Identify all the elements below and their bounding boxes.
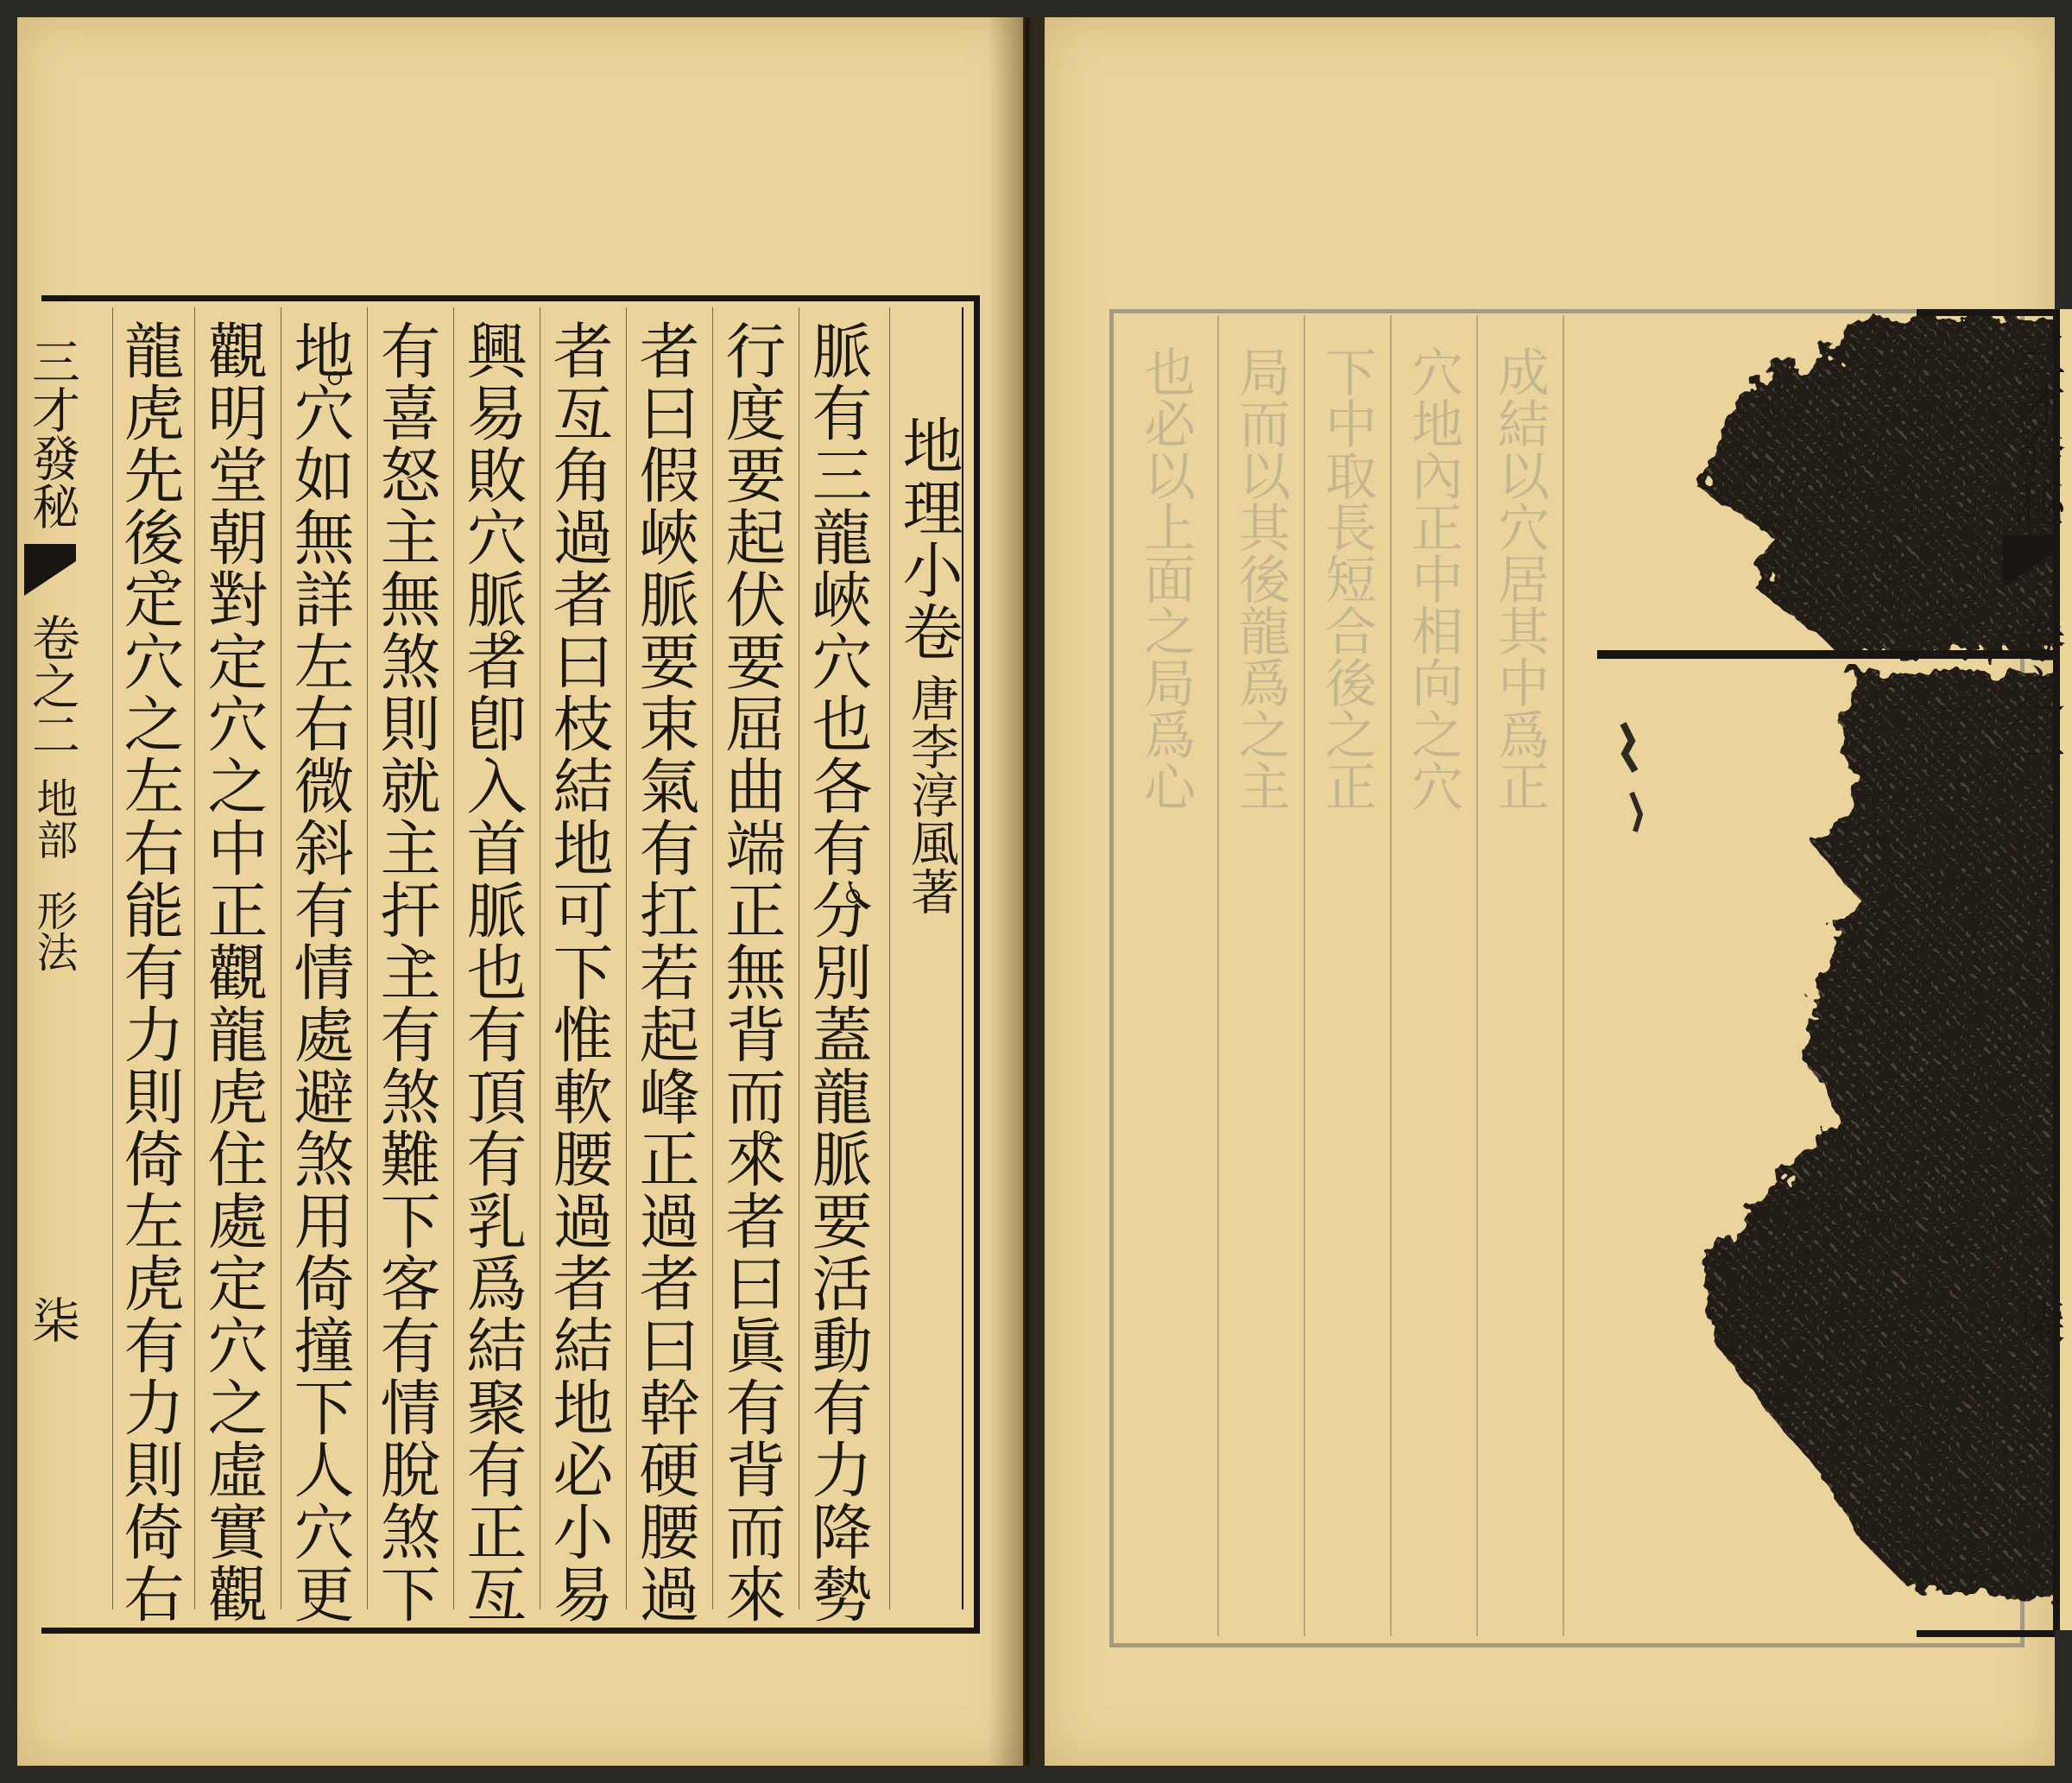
frame-bottom-border (1917, 1630, 2055, 1637)
column-rule (194, 307, 195, 1609)
text-column: 地穴如無詳左右微斜有情處避煞用倚撞下人穴更 (284, 319, 355, 1625)
bleed-through-text: 下中取長短合後之正 (1317, 345, 1377, 812)
margin-page-number: 柒 (2007, 1295, 2066, 1345)
margin-section: 地部 (29, 777, 78, 860)
punctuation-circle (673, 1071, 687, 1084)
bleed-through-text: 局而以其後龍爲之主 (1230, 345, 1291, 812)
bleed-through-text: 成結以穴居其中爲正 (1489, 345, 1550, 812)
text-column: 觀明堂朝對定穴之中正觀龍虎住處定穴之虛實觀 (198, 319, 268, 1625)
punctuation-circle (760, 1131, 774, 1145)
text-column: 興易敗穴脈者卽入首脈也有頂有乳爲結聚有正亙 (457, 319, 527, 1625)
margin-title: 三才發秘 (24, 337, 80, 530)
bleed-through-text: 穴地內正中相向之穴 (1403, 345, 1463, 812)
left-page (17, 17, 1023, 1766)
column-rule (453, 307, 454, 1609)
margin-subsection: 形法 (29, 889, 78, 972)
margin-title: 三才發秘 (2007, 328, 2066, 528)
punctuation-circle (501, 630, 515, 644)
punctuation-circle (414, 950, 428, 964)
punctuation-circle (155, 570, 169, 584)
text-column: 有喜怒主無煞則就主扞主有煞難下客有情脫煞下 (370, 319, 441, 1625)
frame-top-border (1917, 309, 2055, 316)
text-column: 龍虎先後定穴之左右能有力則倚左虎有力則倚右 (114, 319, 185, 1625)
punctuation-circle (846, 889, 860, 903)
margin-volume: 卷之二 (2007, 613, 2066, 763)
column-rule (626, 307, 627, 1609)
text-column: 脈有三龍峽穴也各有分別蓋龍脈要活動有力降勢 (802, 319, 873, 1625)
bleed-through-rule (1217, 315, 1219, 1636)
right-page (1045, 17, 2066, 1766)
fishtail-mark-icon (24, 544, 76, 596)
bleed-through-rule (1563, 315, 1564, 1636)
column-rule (112, 307, 113, 1609)
column-rule (889, 307, 890, 1609)
text-column: 者曰假峽脈要束氣有扛若起峰正過者曰幹硬腰過 (629, 319, 700, 1625)
bleed-through-rule (1304, 315, 1305, 1636)
bleed-through-rule (1390, 315, 1392, 1636)
text-column: 者亙角過者曰枝結地可下惟軟腰過者結地必小易 (543, 319, 614, 1625)
bleed-through-rule (1476, 315, 1478, 1636)
fishtail-mark-icon (2003, 535, 2055, 587)
column-rule (712, 307, 713, 1609)
margin-page-number: 柒 (24, 1295, 80, 1344)
chapter-title: 地理小卷 (893, 414, 963, 663)
column-rule (367, 307, 368, 1609)
ink-landscape-illustration (1597, 309, 2072, 1630)
margin-volume: 卷之二 (24, 613, 80, 758)
text-column: 行度要起伏要屈曲端正無背而來者曰眞有背而來 (716, 319, 786, 1625)
bleed-through-text: 也必以上面之局爲心 (1135, 345, 1196, 812)
punctuation-circle (328, 371, 342, 385)
punctuation-circle (242, 950, 256, 964)
author-line: 唐李淳風著 (903, 673, 959, 915)
